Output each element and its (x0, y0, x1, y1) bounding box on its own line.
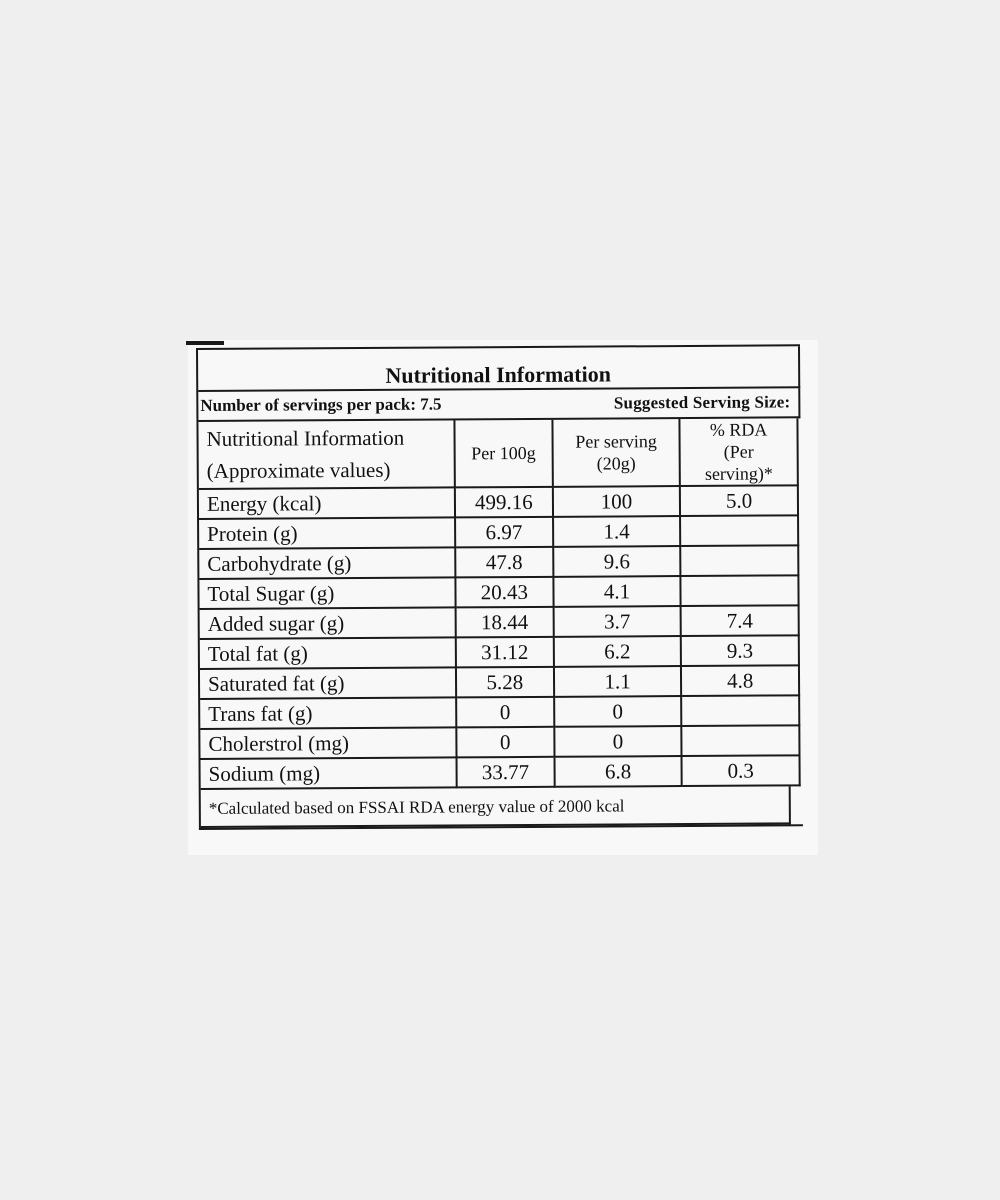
header-per-serving (552, 419, 680, 487)
servings-row (198, 388, 800, 422)
nutrient-name: Trans fat (g) (200, 697, 456, 729)
header-per-100g: Per 100g (454, 420, 552, 488)
footnote: *Calculated based on FSSAI RDA energy value of 2000 kcal (201, 786, 791, 828)
per-100g-value: 499.16 (455, 487, 553, 518)
per-serving-value: 6.2 (554, 636, 682, 667)
servings-per-pack: Number of servings per pack: 7.5 (200, 394, 442, 415)
per-100g-value: 0 (456, 697, 554, 728)
nutrient-name: Cholerstrol (mg) (200, 727, 456, 759)
suggested-serving-size: Suggested Serving Size: (613, 392, 791, 413)
rda-value: 9.3 (681, 635, 799, 666)
per-serving-value: 9.6 (553, 546, 681, 577)
per-100g-value: 0 (456, 727, 554, 758)
header-col1-line2: (Approximate values) (206, 457, 391, 483)
header-col4-line2: (Per serving)* (704, 441, 773, 484)
table-row (200, 695, 799, 729)
corner-mark (186, 341, 224, 345)
per-serving-value: 0 (554, 726, 682, 757)
per-100g-value: 31.12 (456, 637, 554, 668)
header-col3-line2: (20g) (596, 453, 636, 474)
rda-value (680, 515, 798, 546)
per-100g-value: 18.44 (456, 607, 554, 638)
nutrition-label (196, 344, 803, 830)
table-row (200, 665, 799, 699)
nutrient-name: Sodium (mg) (201, 757, 457, 789)
nutrient-name: Total fat (g) (200, 637, 456, 669)
rda-value (681, 695, 799, 726)
header-col3-line1: Per serving (575, 431, 657, 452)
per-serving-value: 0 (554, 696, 682, 727)
table-row (199, 575, 798, 609)
rda-value (682, 725, 800, 756)
nutrient-name: Total Sugar (g) (199, 577, 455, 609)
label-title: Nutritional Information (198, 346, 800, 392)
per-100g-value: 47.8 (455, 547, 553, 578)
table-row (199, 485, 798, 519)
rda-value (680, 545, 798, 576)
per-serving-value: 100 (553, 486, 681, 517)
rda-value: 5.0 (680, 485, 798, 516)
per-serving-value: 1.4 (553, 516, 681, 547)
nutrient-name: Protein (g) (199, 517, 455, 549)
header-col1-line1: Nutritional Information (206, 425, 405, 451)
table-row (199, 515, 798, 549)
table-row (201, 755, 800, 789)
per-100g-value: 33.77 (456, 757, 554, 788)
nutrient-name: Energy (kcal) (199, 487, 455, 519)
per-serving-value: 3.7 (553, 606, 681, 637)
rda-value: 0.3 (682, 755, 800, 786)
rda-value: 7.4 (681, 605, 799, 636)
table-row (200, 635, 799, 669)
header-nutritional-information (198, 420, 454, 489)
nutrition-table (198, 418, 800, 790)
rda-value: 4.8 (681, 665, 799, 696)
per-100g-value: 6.97 (455, 517, 553, 548)
table-row (200, 725, 799, 759)
rda-value (681, 575, 799, 606)
per-serving-value: 6.8 (554, 756, 682, 787)
table-row (199, 545, 798, 579)
header-rda (680, 418, 798, 486)
per-serving-value: 1.1 (554, 666, 682, 697)
nutrient-name: Added sugar (g) (200, 607, 456, 639)
nutrient-name: Carbohydrate (g) (199, 547, 455, 579)
nutrient-name: Saturated fat (g) (200, 667, 456, 699)
per-serving-value: 4.1 (553, 576, 681, 607)
table-header-row (198, 418, 797, 489)
table-row (200, 605, 799, 639)
per-100g-value: 20.43 (455, 577, 553, 608)
header-col4-line1: % RDA (709, 419, 768, 440)
per-100g-value: 5.28 (456, 667, 554, 698)
